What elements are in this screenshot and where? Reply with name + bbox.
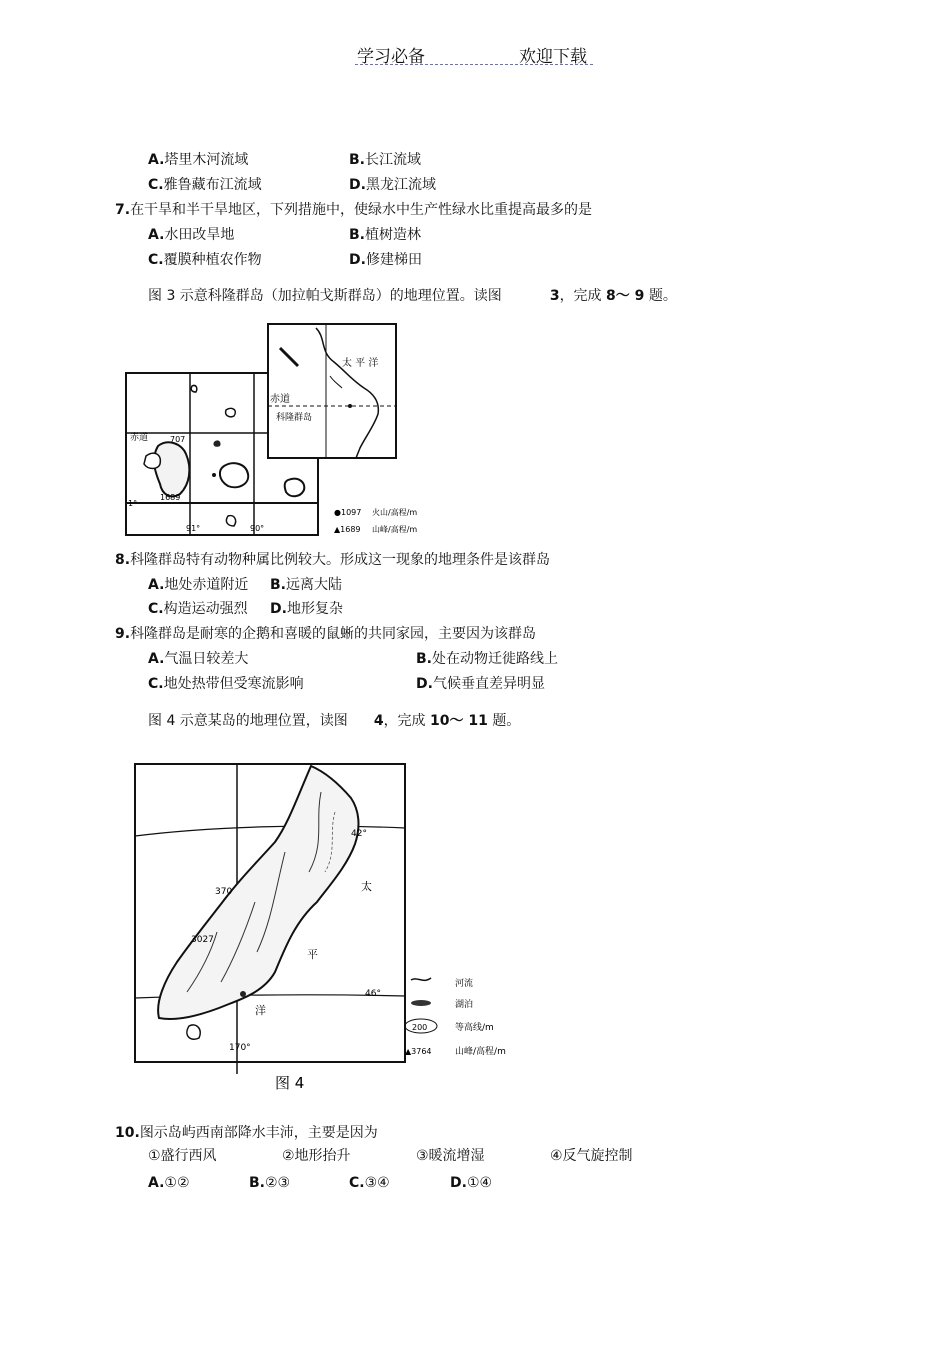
fig4-label-tai: 太 (361, 880, 372, 893)
figure3-map (120, 318, 440, 543)
q6-option-a: A.塔里木河流域 (148, 152, 249, 168)
legend-lake-text: 湖泊 (455, 1000, 474, 1010)
map-label-1689: 1689 (160, 493, 181, 502)
legend-river-text: 河流 (455, 979, 474, 989)
fig4-label-yang: 洋 (255, 1004, 266, 1017)
q7-option-b: B.植树造林 (349, 227, 421, 243)
q10-item-3: ③暖流增湿 (416, 1148, 485, 1164)
q7-option-a: A.水田改旱地 (148, 227, 235, 243)
q10-option-d: D.①④ (450, 1175, 493, 1191)
q7-option-c: C.覆膜种植农作物 (148, 252, 262, 268)
q8-option-a: A.地处赤道附近 (148, 577, 249, 593)
q9-option-a: A.气温日较差大 (148, 651, 249, 667)
legend-peak-symbol: ▲3764 (405, 1047, 432, 1056)
header-left-text: 学习必备 (357, 47, 425, 67)
fig4-label-3027: 3027 (191, 935, 214, 945)
q10-option-c: C.③④ (349, 1175, 390, 1191)
q6-option-b: B.长江流域 (349, 152, 421, 168)
legend-contour-text: 等高线/m (455, 1023, 494, 1033)
figure3-inset (268, 324, 396, 458)
q9-option-d: D.气候垂直差异明显 (416, 676, 545, 692)
legend-peak-text: 山峰/高程/m (455, 1047, 506, 1057)
q9-option-c: C.地处热带但受寒流影响 (148, 676, 304, 692)
fig4-label-46deg: 46° (365, 989, 381, 999)
map-label-equator: 赤道 (130, 433, 149, 443)
q10-stem: 10.图示岛屿西南部降水丰沛，主要是因为 (115, 1125, 378, 1141)
inset-label-galapagos: 科隆群岛 (276, 413, 313, 423)
map-label-707: 707 (170, 435, 186, 444)
map-label-91deg: 91° (186, 524, 201, 533)
santa-cruz-island (220, 463, 248, 487)
header-rule (355, 64, 593, 65)
legend-contour-symbol: 200 (412, 1023, 428, 1032)
q8-stem: 8.科隆群岛特有动物种属比例较大。形成这一现象的地理条件是该群岛 (115, 552, 551, 568)
legend-peak-symbol: ▲1689 (334, 525, 361, 534)
q10-option-b: B.②③ (249, 1175, 291, 1191)
figure4-caption: 图 4 (275, 1074, 305, 1092)
legend-river-icon (411, 978, 431, 980)
q10-item-1: ①盛行西风 (148, 1148, 217, 1164)
fig4-label-ping: 平 (307, 948, 318, 961)
q10-option-a: A.①② (148, 1175, 190, 1191)
map-label-90deg: 90° (250, 524, 265, 533)
q7-option-d: D.修建梯田 (349, 252, 422, 268)
legend-volcano-symbol: ●1097 (334, 508, 362, 517)
header-right-text: 欢迎下载 (519, 47, 587, 67)
legend-lake-icon (411, 1000, 431, 1006)
legend-volcano-text: 火山/高程/m (372, 508, 418, 517)
fig4-label-370: 370 (215, 887, 233, 897)
figure4-map (125, 752, 535, 1097)
q7-stem: 7.在干旱和半干旱地区，下列措施中，使绿水中生产性绿水比重提高最多的是 (115, 202, 593, 218)
figure3-intro: 图 3 示意科隆群岛（加拉帕戈斯群岛）的地理位置。读图 3，完成 8～ 9 题。 (148, 288, 677, 304)
q6-option-c: C.雅鲁藏布江流域 (148, 177, 262, 193)
q6-option-d: D.黑龙江流域 (349, 177, 436, 193)
q8-option-d: D.地形复杂 (270, 601, 343, 617)
q10-item-4: ④反气旋控制 (550, 1148, 633, 1164)
inset-label-equator: 赤道 (270, 394, 290, 405)
q10-item-2: ②地形抬升 (282, 1148, 351, 1164)
q9-option-b: B.处在动物迁徙路线上 (416, 651, 558, 667)
fig4-label-42deg: 42° (351, 829, 367, 839)
figure4-intro: 图 4 示意某岛的地理位置，读图 4，完成 10～ 11 题。 (148, 713, 521, 729)
q8-option-b: B.远离大陆 (270, 577, 342, 593)
legend-peak-text: 山峰/高程/m (372, 525, 418, 534)
inset-label-pacific: 太 平 洋 (342, 358, 379, 369)
q9-stem: 9.科隆群岛是耐寒的企鹅和喜暖的鼠蜥的共同家园，主要因为该群岛 (115, 626, 537, 642)
map-label-1deg: 1° (128, 499, 138, 508)
fig4-label-170deg: 170° (229, 1043, 251, 1053)
q8-option-c: C.构造运动强烈 (148, 601, 248, 617)
